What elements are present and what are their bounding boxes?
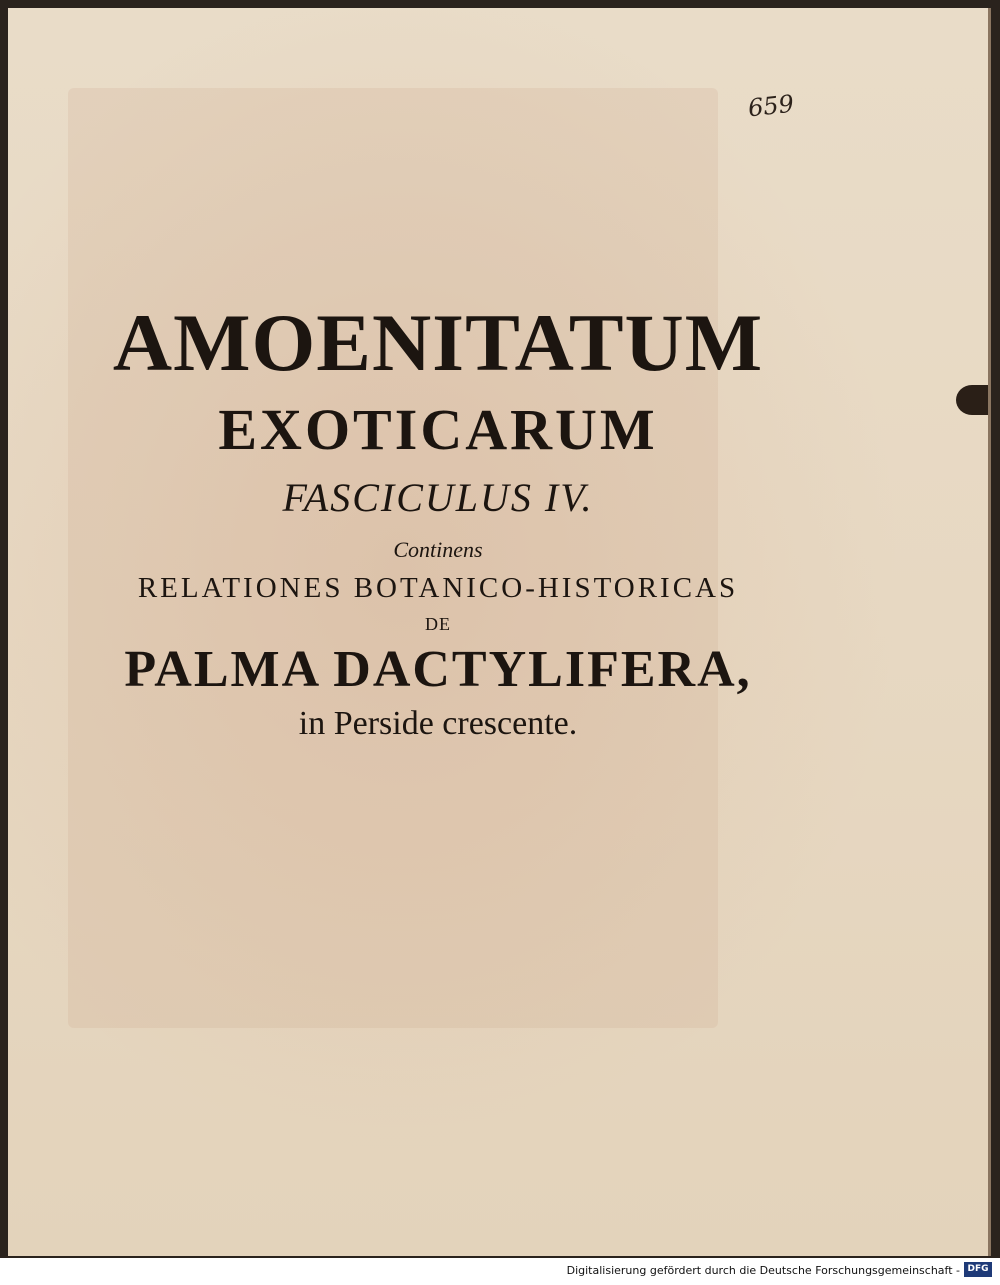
fascicle-line: FASCICULUS IV. xyxy=(282,475,594,520)
place-line: in Perside crescente. xyxy=(298,705,578,742)
funding-credit: Digitalisierung gefördert durch die Deutsche Forschungsgemeinschaft - xyxy=(566,1264,960,1277)
de-line: DE xyxy=(425,614,451,634)
digitization-footer xyxy=(0,1258,1000,1285)
continens-line: Continens xyxy=(393,537,483,562)
page-tab-marker xyxy=(956,385,988,415)
page-number: 659 xyxy=(746,89,796,123)
subject-line: PALMA DACTYLIFERA, xyxy=(124,641,752,698)
relationes-line: RELATIONES BOTANICO-HISTORICAS xyxy=(137,572,739,604)
title-line-1: AMOENITATUM xyxy=(112,297,764,388)
book-page xyxy=(8,8,991,1256)
dfg-logo-icon: DFG xyxy=(964,1262,992,1277)
title-line-2: EXOTICARUM xyxy=(218,397,658,462)
title-block xyxy=(68,293,808,747)
